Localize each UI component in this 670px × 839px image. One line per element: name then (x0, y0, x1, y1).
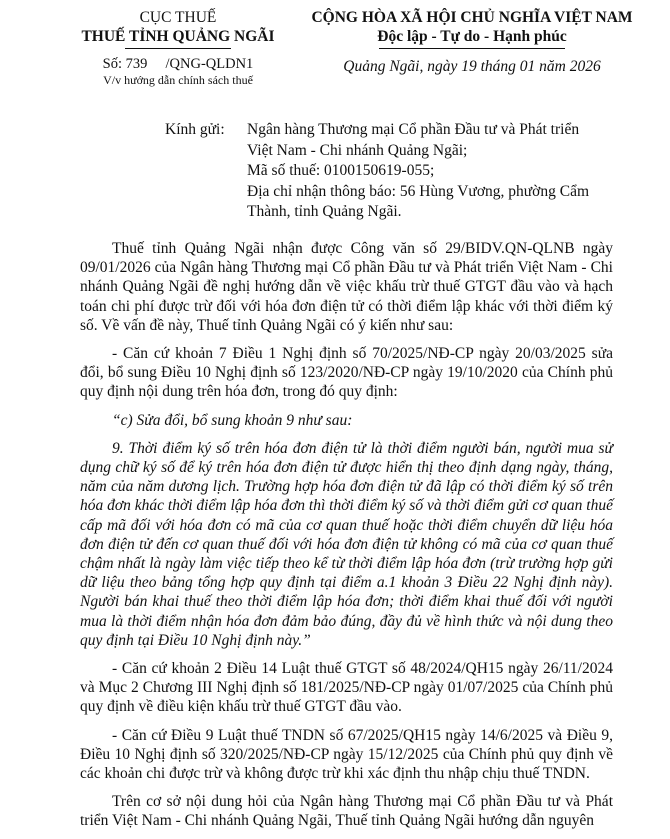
closing-paragraph: Trên cơ sở nội dung hỏi của Ngân hàng Thương mại Cổ phần Đầu tư và Phát triển Việt Nam - Chi nhánh Quảng Ngãi, Thuế tỉnh Quảng Ngãi hướng dẫn nguyên (80, 793, 613, 830)
quote-intro: “c) Sửa đổi, bổ sung khoản 9 như sau: (112, 411, 353, 429)
motto-underline (379, 48, 564, 49)
recipient-tax-code: Mã số thuế: 0100150619-055; (247, 162, 435, 179)
legal-basis-1: - Căn cứ khoản 7 Điều 1 Nghị định số 70/2025/NĐ-CP ngày 20/03/2025 sửa đổi, bổ sung Điều 10 Nghị định số 123/2020/NĐ-CP ngày 19/10/2020 của Chính phủ quy định nội dung trên hóa đơn, trong đó quy định: (80, 345, 613, 401)
recipient-bank-line2: Việt Nam - Chi nhánh Quảng Ngãi; (247, 141, 468, 159)
department-name: THUẾ TỈNH QUẢNG NGÃI (81, 28, 275, 45)
place-date: Quảng Ngãi, ngày 19 tháng 01 năm 2026 (343, 58, 601, 75)
letter-body (80, 239, 613, 831)
document-subject: V/v hướng dẫn chính sách thuế (103, 73, 253, 87)
header-underline (125, 48, 230, 49)
legal-basis-2: - Căn cứ khoản 2 Điều 14 Luật thuế GTGT số 48/2024/QH15 ngày 26/11/2024 và Mục 2 Chương III Nghị định số 181/2025/NĐ-CP ngày 01/07/2025 của Chính phủ quy định về điều kiện khấu trừ thuế GTGT đầu vào. (80, 660, 613, 716)
document-number: Số: 739 /QNG-QLDN1 (102, 56, 254, 72)
motto: Độc lập - Tự do - Hạnh phúc (377, 28, 567, 45)
recipient-block (165, 120, 623, 223)
recipient-label: Kính gửi: (165, 121, 225, 138)
recipient-bank-line1: Ngân hàng Thương mại Cổ phần Đầu tư và Phát triển (247, 121, 580, 138)
nation-title: CỘNG HÒA XÃ HỘI CHỦ NGHĨA VIỆT NAM (311, 9, 633, 26)
recipient-address-line1: Địa chỉ nhận thông báo: 56 Hùng Vương, phường Cẩm (247, 182, 590, 200)
intro-paragraph: Thuế tỉnh Quảng Ngãi nhận được Công văn số 29/BIDV.QN-QLNB ngày 09/01/2026 của Ngân hàng Thương mại Cổ phần Đầu tư và Phát triển Việt Nam - Chi nhánh Quảng Ngãi đề nghị hướng dẫn về việc khấu trừ thuế GTGT đầu vào và hạch toán chi phí được trừ đối với hóa đơn điện tử có thời điểm lập khác với thời điểm ký số. Về vấn đề này, Thuế tỉnh Quảng Ngãi có ý kiến như sau: (80, 240, 613, 334)
national-heading (302, 8, 642, 76)
recipient-address-line2: Thành, tỉnh Quảng Ngãi. (247, 203, 402, 220)
agency-name: CỤC THUẾ (139, 9, 217, 26)
quoted-regulation: 9. Thời điểm ký số trên hóa đơn điện tử là thời điểm người bán, người mua sử dụng chữ ký số để ký trên hóa đơn điện tử được hiển thị theo định dạng ngày, tháng, năm của năm dương lịch. Trường hợp hóa đơn điện tử đã lập có thời điểm ký số trên hóa đơn khác thời điểm lập hóa đơn thì thời điểm ký số và thời điểm gửi cơ quan thuế cấp mã đối với hóa đơn có mã của cơ quan thuế hoặc thời điểm chuyển dữ liệu hóa đơn điện tử đến cơ quan thuế đối với hóa đơn điện tử không có mã của cơ quan thuế chậm nhất là ngày làm việc tiếp theo kể từ thời điểm lập hóa đơn (trừ trường hợp gửi dữ liệu theo bảng tổng hợp quy định tại điểm a.1 khoản 3 Điều 22 Nghị định này). Người bán khai thuế theo thời điểm lập hóa đơn; thời điểm khai thuế đối với người mua là thời điểm nhận hóa đơn đảm bảo đúng, đầy đủ về hình thức và nội dung theo quy định tại Điều 10 Nghị định này.” (80, 439, 613, 649)
legal-basis-3: - Căn cứ Điều 9 Luật thuế TNDN số 67/2025/QH15 ngày 14/6/2025 và Điều 9, Điều 10 Nghị định số 320/2025/NĐ-CP ngày 15/12/2025 của Chính phủ quy định về các khoản chi được trừ và không được trừ khi xác định thu nhập chịu thuế TNDN. (80, 726, 613, 783)
issuer-block (62, 8, 294, 88)
